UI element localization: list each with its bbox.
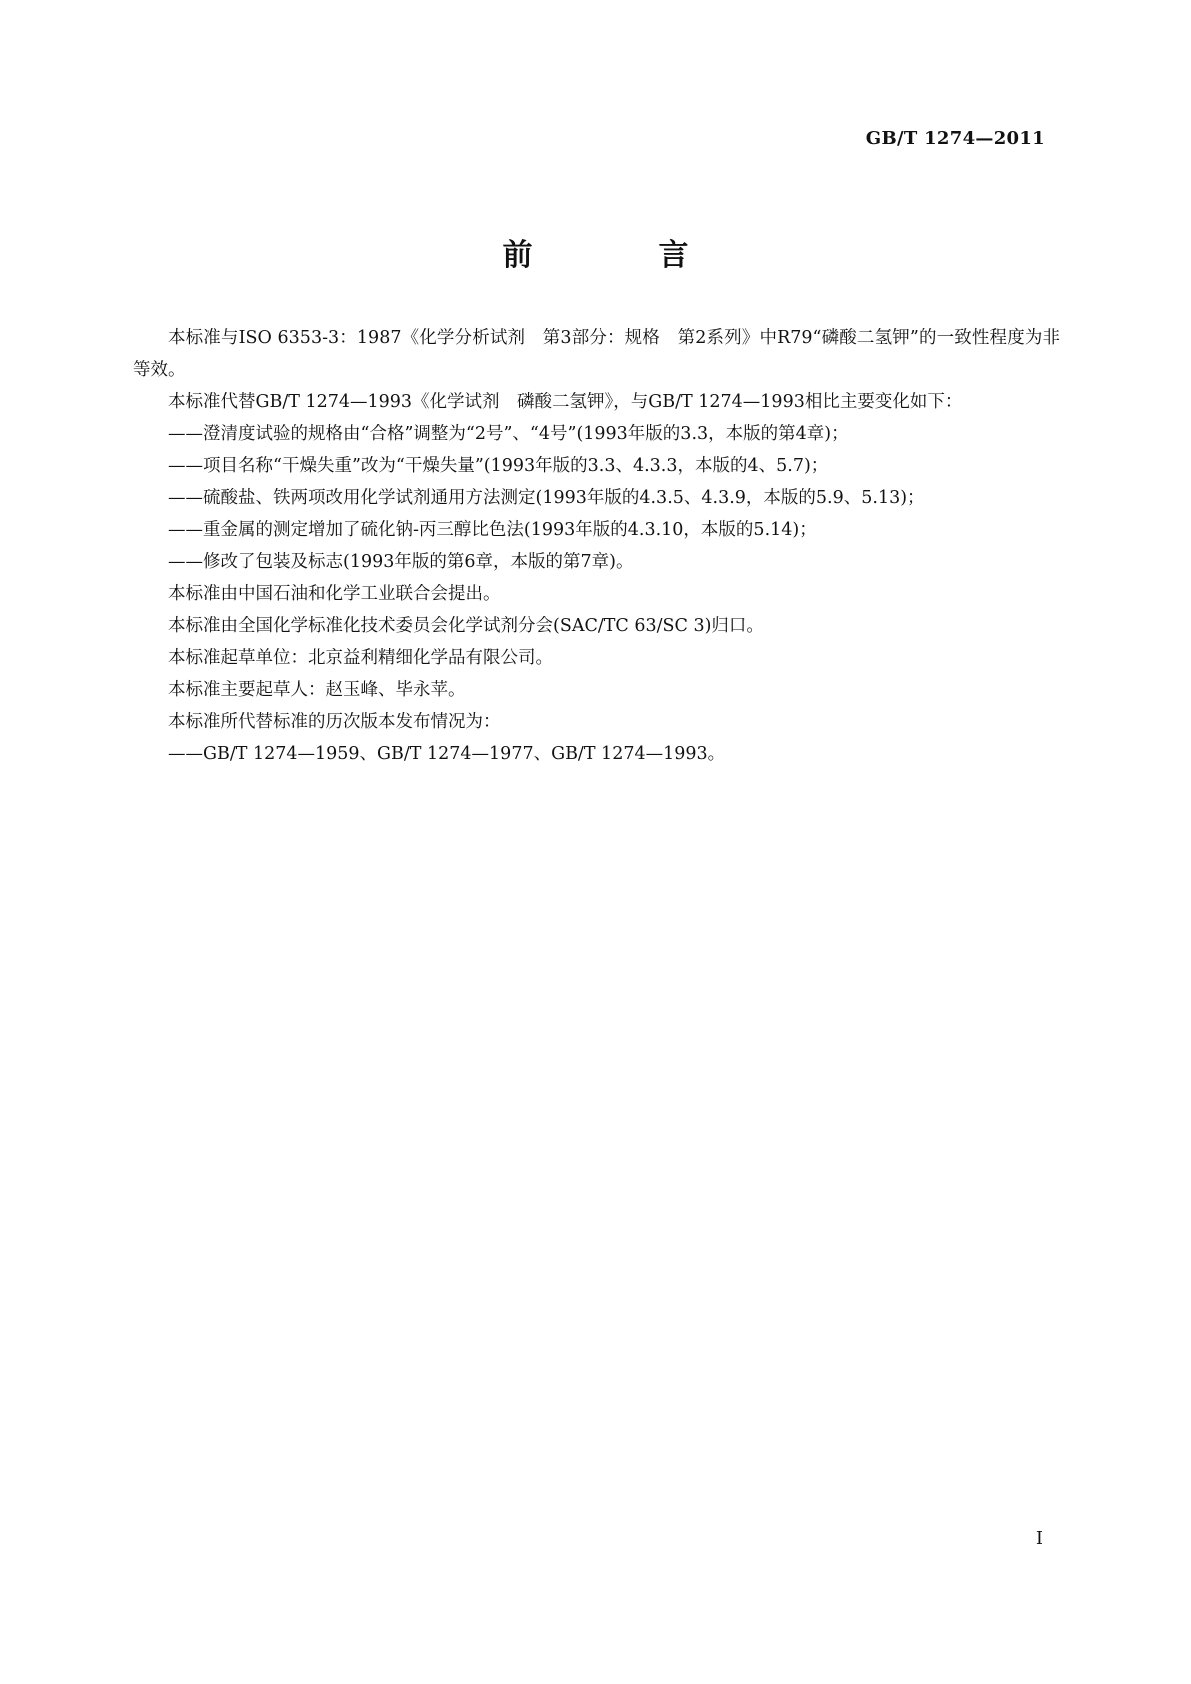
change-item: ——硫酸盐、铁两项改用化学试剂通用方法测定(1993年版的4.3.5、4.3.9，本版的5.9、5.13)； <box>168 488 925 508</box>
paragraph-committee: 本标准由全国化学标准化技术委员会化学试剂分会(SAC/TC 63/SC 3)归口。 <box>168 616 764 636</box>
foreword-body <box>133 322 1060 770</box>
paragraph-replacement: 本标准代替GB/T 1274—1993《化学试剂 磷酸二氢钾》，与GB/T 1274—1993相比主要变化如下： <box>168 392 963 412</box>
change-item: ——项目名称“干燥失重”改为“干燥失量”(1993年版的3.3、4.3.3，本版的4、5.7)； <box>168 456 829 476</box>
change-item: ——修改了包装及标志(1993年版的第6章，本版的第7章)。 <box>168 552 634 572</box>
change-item: ——重金属的测定增加了硫化钠-丙三醇比色法(1993年版的4.3.10，本版的5.14)； <box>168 520 817 540</box>
standard-number: GB/T 1274—2011 <box>865 128 1045 149</box>
page-title: 前 言 <box>502 238 737 273</box>
paragraph-drafters: 本标准主要起草人：赵玉峰、毕永苹。 <box>168 680 466 700</box>
history-item: ——GB/T 1274—1959、GB/T 1274—1977、GB/T 1274—1993。 <box>168 744 726 764</box>
change-item: ——澄清度试验的规格由“合格”调整为“2号”、“4号”(1993年版的3.3，本版的第4章)； <box>168 424 849 444</box>
paragraph-history-intro: 本标准所代替标准的历次版本发布情况为： <box>168 712 501 732</box>
paragraph-proposer: 本标准由中国石油和化学工业联合会提出。 <box>168 584 501 604</box>
page-number: I <box>1035 1528 1043 1549</box>
paragraph-drafting-unit: 本标准起草单位：北京益利精细化学品有限公司。 <box>168 648 553 668</box>
paragraph-equivalence: 本标准与ISO 6353-3：1987《化学分析试剂 第3部分：规格 第2系列》中R79“磷酸二氢钾”的一致性程度为非等效。 <box>133 328 1060 380</box>
